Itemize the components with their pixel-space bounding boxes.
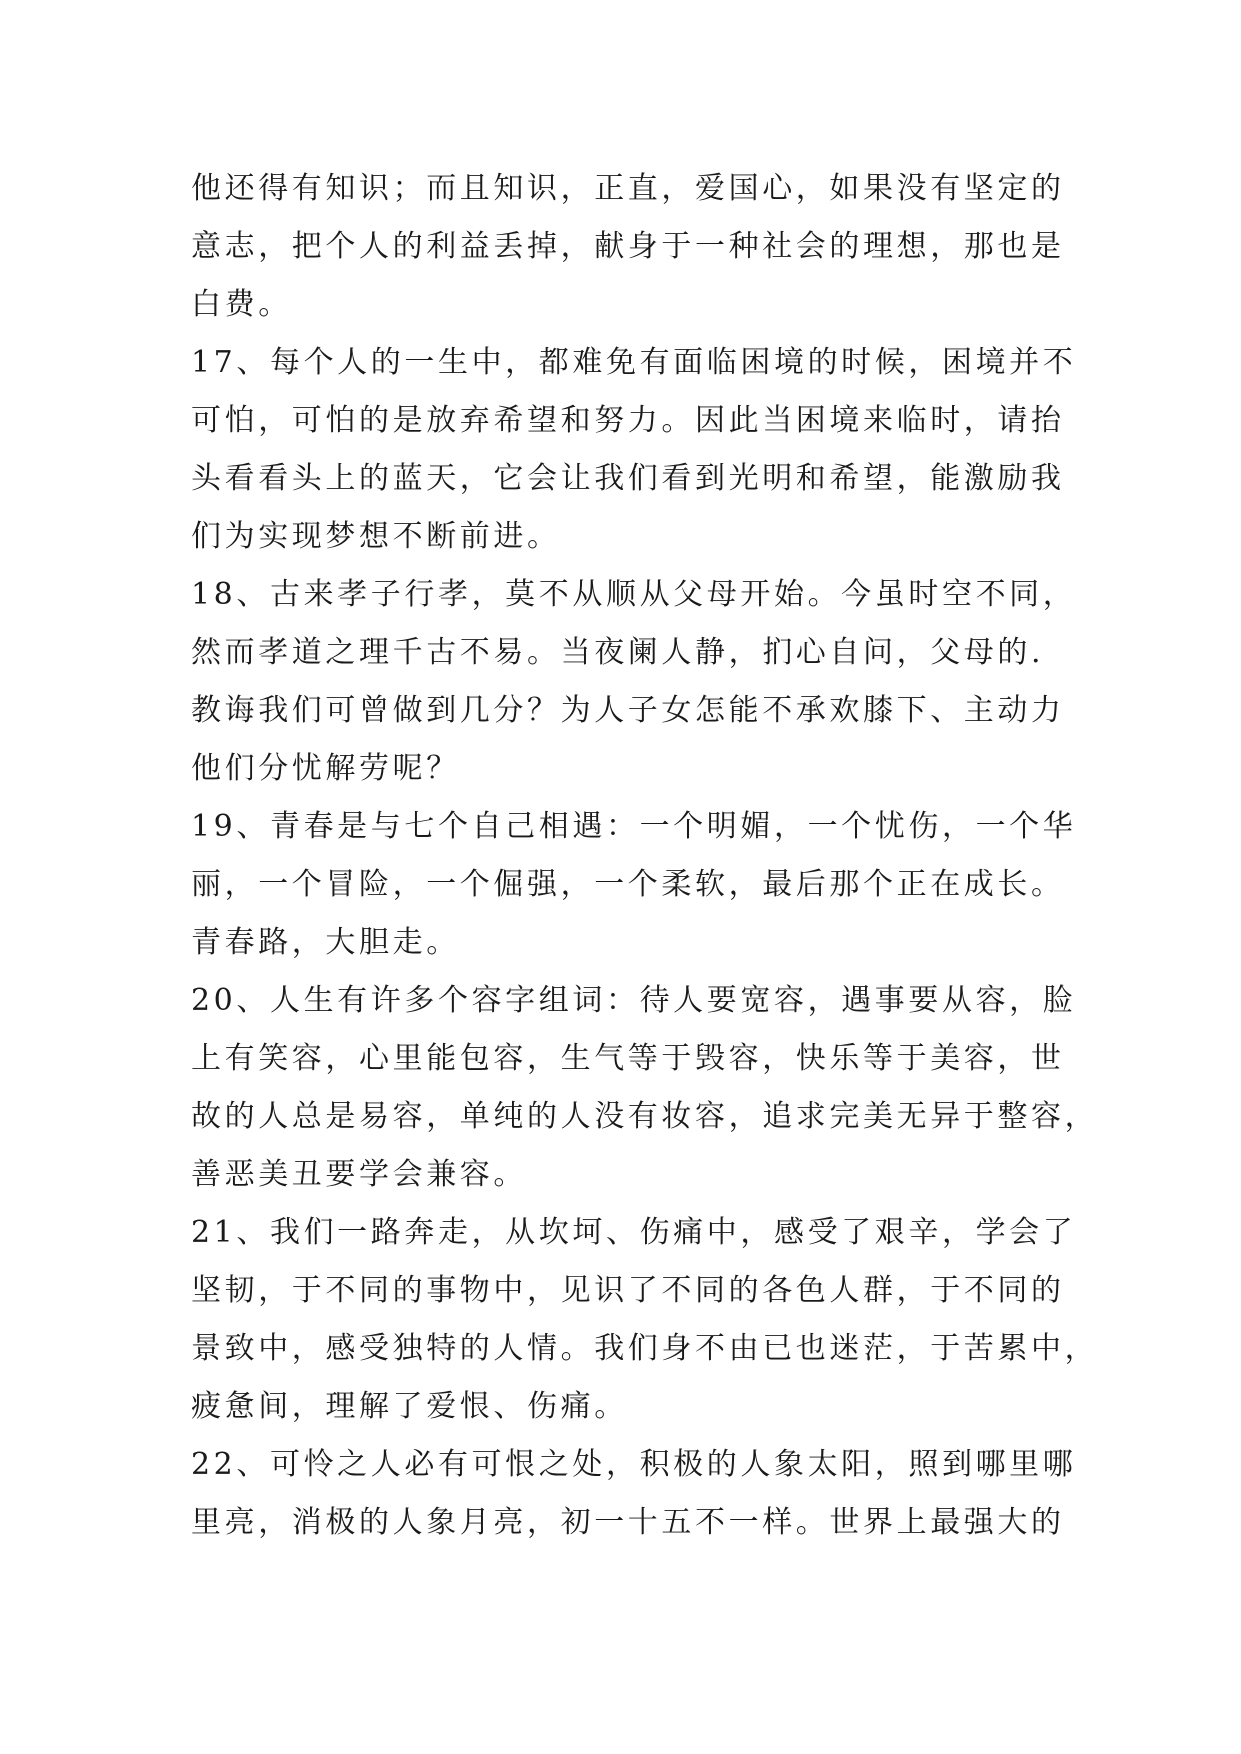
text-line: 可怕，可怕的是放弃希望和努力。因此当困境来临时，请抬: [191, 403, 1065, 438]
text-line: 景致中，感受独特的人情。我们身不由已也迷茫，于苦累中，: [191, 1331, 1099, 1366]
body-text: [191, 160, 1099, 1552]
text-line: 20、人生有许多个容字组词：待人要宽容，遇事要从容，脸: [191, 983, 1077, 1018]
text-line: 他还得有知识；而且知识，正直，爱国心，如果没有坚定的: [191, 171, 1065, 206]
text-line: 教诲我们可曾做到几分？为人子女怎能不承欢膝下、主动力: [191, 693, 1065, 728]
text-line: 疲惫间，理解了爱恨、伤痛。: [191, 1389, 628, 1424]
text-line: 善恶美丑要学会兼容。: [191, 1157, 527, 1192]
text-line: 坚韧，于不同的事物中，见识了不同的各色人群，于不同的: [191, 1273, 1065, 1308]
text-line: 17、每个人的一生中，都难免有面临困境的时候，困境并不: [191, 345, 1077, 380]
text-line: 们为实现梦想不断前进。: [191, 519, 561, 554]
text-line: 21、我们一路奔走，从坎坷、伤痛中，感受了艰辛，学会了: [191, 1215, 1077, 1250]
text-line: 22、可怜之人必有可恨之处，积极的人象太阳，照到哪里哪: [191, 1447, 1077, 1482]
text-line: 丽，一个冒险，一个倔强，一个柔软，最后那个正在成长。: [191, 867, 1065, 902]
text-line: 他们分忧解劳呢？: [191, 751, 460, 786]
text-line: 青春路，大胆走。: [191, 925, 460, 960]
text-line: 意志，把个人的利益丢掉，献身于一种社会的理想，那也是: [191, 229, 1065, 264]
text-line: 故的人总是易容，单纯的人没有妆容，追求完美无异于整容，: [191, 1099, 1099, 1134]
text-line: 里亮，消极的人象月亮，初一十五不一样。世界上最强大的: [191, 1505, 1065, 1540]
text-line: 19、青春是与七个自己相遇：一个明媚，一个忧伤，一个华: [191, 809, 1077, 844]
text-line: 头看看头上的蓝天，它会让我们看到光明和希望，能激励我: [191, 461, 1065, 496]
text-line: 上有笑容，心里能包容，生气等于毁容，快乐等于美容，世: [191, 1041, 1065, 1076]
text-line: 18、古来孝子行孝，莫不从顺从父母开始。今虽时空不同，: [191, 577, 1077, 612]
text-line: 然而孝道之理千古不易。当夜阑人静，扪心自问，父母的.: [191, 635, 1045, 670]
text-line: 白费。: [191, 287, 292, 322]
